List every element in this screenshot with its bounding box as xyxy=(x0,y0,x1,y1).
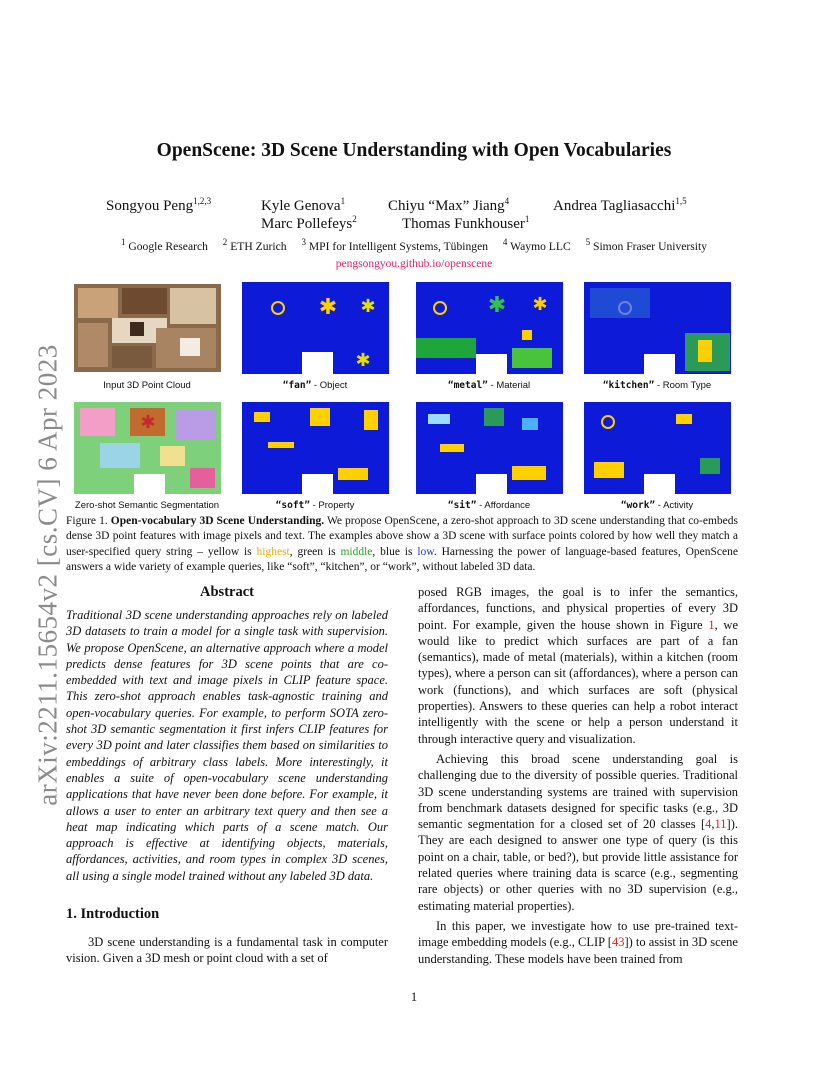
citation-link[interactable]: 11 xyxy=(714,817,727,832)
svg-text:✱: ✱ xyxy=(487,292,507,317)
arxiv-sidebar-stamp: arXiv:2211.15654v2 [cs.CV] 6 Apr 2023 xyxy=(32,344,63,806)
right-paragraph-1: posed RGB images, the goal is to infer the semantics, affordances, functions, and physical properties of every 3D point. For example, given the house shown in Figure 1, we would like to predict which surfaces are part of a fan (semantics), made of metal (materials), within a kitchen (room types), where a person can sit (affordances), where a person can work (functions), and which surfaces are soft (physical properties). Answers to these queries can help a robot interact intelligently with the scene or help a person understand it through interactive query and visualization. xyxy=(418,585,738,746)
introduction-heading: 1. Introduction xyxy=(66,906,160,922)
abstract-heading: Abstract xyxy=(200,584,254,600)
right-paragraph-3: In this paper, we investigate how to use pre-trained text-image embedding models (e.g., CLIP [43]) to assist in 3D scene understanding. These models have been trained from xyxy=(418,918,738,966)
introduction-text: 3D scene understanding is a fundamental task in computer vision. Given a 3D mesh or point cloud with a set of xyxy=(66,935,388,966)
fan-query-heatmap xyxy=(238,278,393,378)
author-1: Songyou Peng$^{1,2,3}$ xyxy=(106,196,212,214)
panel-caption-2: “fan” - Object xyxy=(282,380,348,391)
author-4: Andrea Tagliasacchi$^{1,5}$ xyxy=(553,196,687,214)
right-column xyxy=(418,584,738,971)
svg-text:✱: ✱ xyxy=(355,350,371,370)
citation-link[interactable]: 4 xyxy=(705,817,712,832)
panel-caption-1: Input 3D Point Cloud xyxy=(103,380,191,391)
kitchen-query-heatmap xyxy=(580,278,735,378)
right-paragraph-2: Achieving this broad scene understanding goal is challenging due to the diversity of possible queries. Traditional 3D scene understanding systems are trained with supervision from benchmark datasets designed for specific tasks (e.g., 3D semantic segmentation for a closed set of 20 classes [4,11]). They are each designed to answer one type of query (is this point on a chair, table, or bed?), but provide little assistance for related queries where training data is scarce (e.g., segmenting rare objects) or other queries with no 3D supervision (e.g., estimating material properties). xyxy=(418,751,738,913)
work-query-heatmap xyxy=(580,398,735,498)
svg-text:✱: ✱ xyxy=(140,412,156,432)
author-2: Kyle Genova$^1$ xyxy=(261,196,346,214)
paper-title: OpenScene: 3D Scene Understanding with Open Vocabularies xyxy=(156,140,672,161)
sit-query-heatmap xyxy=(412,398,567,498)
figure-caption: Figure 1. Open-vocabulary 3D Scene Understanding. We propose OpenScene, a zero-shot approach to 3D scene understanding that co-embeds dense 3D point features with image pixels and text. The examples above show a 3D scene with surface points colored by how well they match a user-specified query string – yellow is highest, green is middle, blue is low. Harnessing the power of language-based features, OpenScene answers a wide variety of example queries, like “soft”, “kitchen”, or “work”, without labeled 3D data. xyxy=(66,515,739,574)
panel-caption-3: “metal” - Material xyxy=(447,380,531,391)
figure-ref-link[interactable]: 1 xyxy=(708,617,715,632)
svg-text:✱: ✱ xyxy=(360,296,376,316)
panel-caption-4: “kitchen” - Room Type xyxy=(602,380,712,391)
page-number: 1 xyxy=(410,990,418,1004)
panel-caption-6: “soft” - Property xyxy=(275,500,355,511)
svg-text:✱: ✱ xyxy=(318,294,338,319)
panel-caption-7: “sit” - Affordance xyxy=(447,500,531,511)
soft-query-heatmap xyxy=(238,398,393,498)
author-5: Marc Pollefeys$^2$ xyxy=(261,214,357,232)
svg-text:✱: ✱ xyxy=(532,294,548,314)
author-6: Thomas Funkhouser$^1$ xyxy=(402,214,530,232)
metal-query-heatmap xyxy=(412,278,567,378)
panel-caption-8: “work” - Activity xyxy=(620,500,694,511)
panel-caption-5: Zero-shot Semantic Segmentation xyxy=(74,500,220,511)
input-point-cloud-image xyxy=(70,278,225,378)
abstract-text: Traditional 3D scene understanding approaches rely on labeled 3D datasets to train a model for a single task with supervision. We propose OpenScene, an alternative approach where a model predicts dense features for 3D scene points that are co-embedded with text and image pixels in CLIP feature space. This zero-shot approach enables task-agnostic training and open-vocabulary queries. For example, to perform SOTA zero-shot 3D semantic segmentation it first infers CLIP features for every 3D point and later classifies them based on similarities to embeddings of arbitrary class labels. More interestingly, it enables a suite of open-vocabulary scene understanding applications that have never been done before. For example, it allows a user to enter an arbitrary text query and then see a heat map indicating which parts of a scene match. Our approach is effective at identifying objects, materials, affordances, activities, and room types in complex 3D scenes, all using a single model trained without any labeled 3D data. xyxy=(66,608,388,883)
author-3: Chiyu “Max” Jiang$^4$ xyxy=(388,196,510,214)
affiliations: $^1$ Google Research $^2$ ETH Zurich $^3$ MPI for Intelligent Systems, Tübingen $^4$ Waymo LLC $^5$ Simon Fraser University xyxy=(120,237,708,253)
semantic-segmentation-image xyxy=(70,398,225,498)
citation-link[interactable]: 43 xyxy=(611,935,625,950)
project-link[interactable]: pengsongyou.github.io/openscene xyxy=(335,258,493,270)
